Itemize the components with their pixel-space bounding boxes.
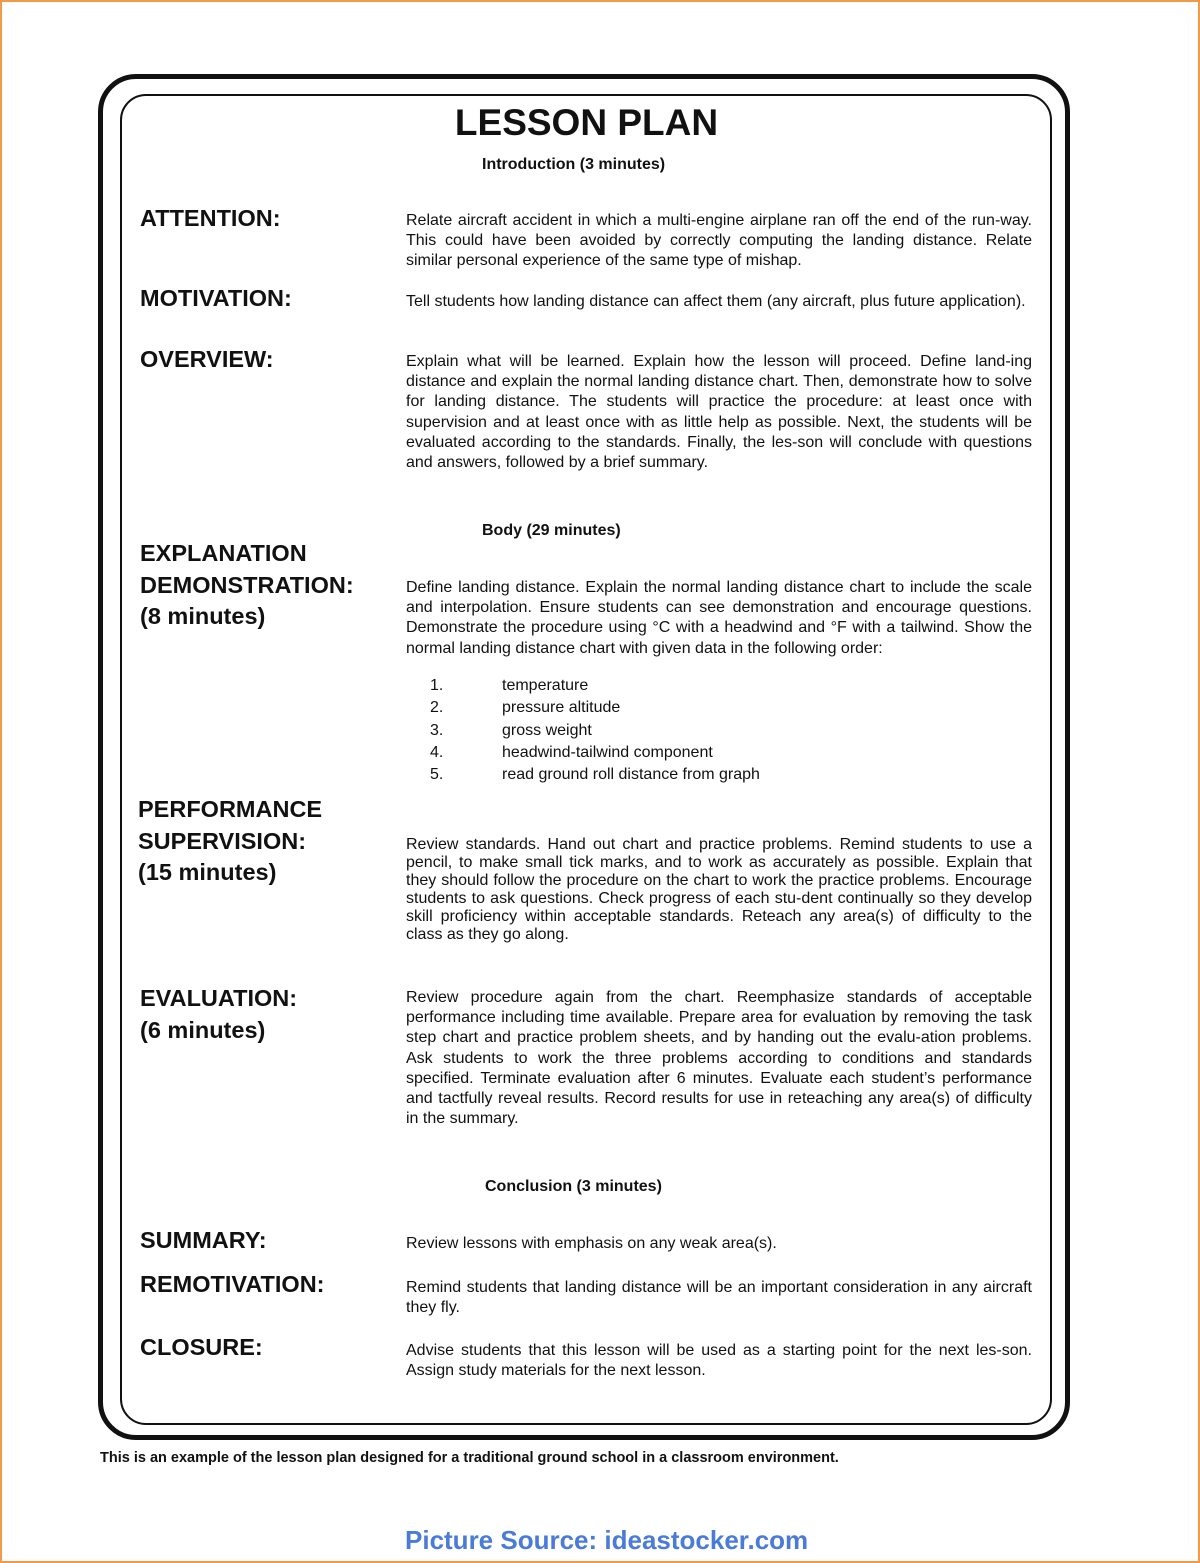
explanation-label-line1: EXPLANATION [140,540,307,566]
evaluation-label-line1: EVALUATION: [140,985,298,1011]
performance-label [138,794,322,889]
performance-text: Review standards. Hand out chart and practice problems. Remind students to use a pencil, to make small tick marks, and to work as accurately as possible. Explain that they should follow the procedure on the chart to work the practice problems. Encourage students to ask questions. Check progress of each stu-dent continually so they develop skill proficiency within acceptable standards. Reteach any area(s) of difficulty to the class as they go along. [406,836,1032,943]
list-item-text: pressure altitude [502,699,621,717]
list-item [430,675,930,697]
list-item-text: read ground roll distance from graph [502,766,760,784]
motivation-text: Tell students how landing distance can affect them (any aircraft, plus future application). [406,293,1026,310]
explanation-label-line3: (8 minutes) [140,603,266,629]
list-item-number: 2. [430,699,444,717]
performance-label-line2: SUPERVISION: [138,827,307,854]
list-item [430,697,930,719]
list-item [430,742,930,764]
attention-label: ATTENTION: [140,205,281,231]
evaluation-label [140,983,297,1046]
list-item [430,764,930,786]
attention-text: Relate aircraft accident in which a multi-engine airplane ran off the end of the run-way. This could have been avoided by correctly computing the landing distance. Relate similar personal experience of the same type of mishap. [406,212,1032,270]
performance-label-line1: PERFORMANCE [138,796,323,822]
picture-source: Picture Source: ideastocker.com [405,1525,809,1555]
list-item-text: gross weight [502,721,592,739]
list-item-text: temperature [502,677,589,694]
explanation-label-line2: DEMONSTRATION: [140,571,354,598]
closure-text: Advise students that this lesson will be used as a starting point for the next les-son. Assign study materials for the next lesson. [406,1342,1032,1380]
procedure-list [430,675,930,786]
explanation-text: Define landing distance. Explain the normal landing distance chart to include the scale and interpolation. Ensure students can see demonstration and encourage questions. Demonstrate the procedure using °C with a headwind and °F with a tailwind. Show the normal landing distance chart with given data in the following order: [406,579,1032,657]
list-item [430,720,930,742]
summary-label: SUMMARY: [140,1227,267,1253]
evaluation-label-line2: (6 minutes) [140,1016,266,1043]
performance-label-line3: (15 minutes) [138,859,277,885]
list-item-text: headwind-tailwind component [502,743,713,761]
overview-text: Explain what will be learned. Explain how the lesson will proceed. Define land-ing distance and explain the normal landing distance chart. Then, demonstrate how to solve for landing distance. The students will practice the procedure: at least once with supervision and at least once with as little help as possible. Next, the students will be evaluated according to the standards. Finally, the les-son will conclude with questions and answers, followed by a brief summary. [406,353,1032,472]
figure-caption: This is an example of the lesson plan designed for a traditional ground school in a classroom environment. [100,1450,839,1466]
introduction-heading: Introduction (3 minutes) [482,156,666,173]
body-heading: Body (29 minutes) [482,522,621,539]
list-item-number: 3. [430,721,444,739]
motivation-label: MOTIVATION: [140,285,292,311]
list-item-number: 5. [430,766,444,784]
explanation-label [140,538,354,633]
remotivation-text: Remind students that landing distance will be an important consideration in any aircraft they fly. [406,1279,1032,1317]
summary-text: Review lessons with emphasis on any weak area(s). [406,1235,777,1252]
list-item-number: 4. [430,743,444,761]
page-title: LESSON PLAN [454,102,719,143]
overview-label: OVERVIEW: [140,346,274,372]
remotivation-label: REMOTIVATION: [140,1271,325,1297]
closure-label: CLOSURE: [140,1334,263,1360]
evaluation-text: Review procedure again from the chart. Reemphasize standards of acceptable performance including time available. Prepare area for evaluation by removing the task step chart and practice problem sheets, and by handing out the evalu-ation problems. Ask students to work the three problems according to conditions and standards specified. Terminate evaluation after 6 minutes. Evaluate each student’s performance and tactfully reveal results. Record results for use in reteaching any area(s) of difficulty in the summary. [406,989,1032,1128]
conclusion-heading: Conclusion (3 minutes) [485,1178,662,1195]
list-item-number: 1. [430,677,444,694]
